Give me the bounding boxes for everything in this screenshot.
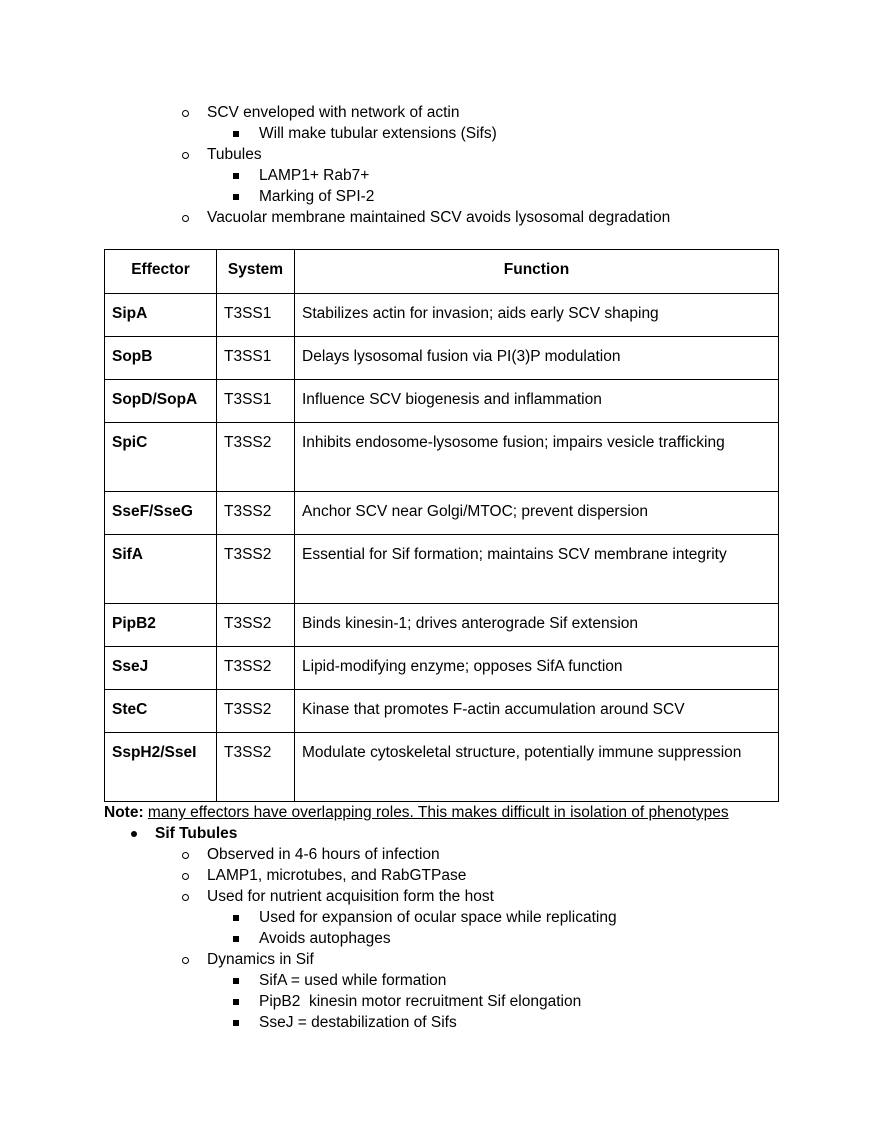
list-item: Used for expansion of ocular space while replicating [233, 908, 617, 928]
list-item: Will make tubular extensions (Sifs) [233, 124, 497, 144]
function-cell: Anchor SCV near Golgi/MTOC; prevent dispersion [295, 492, 779, 535]
function-cell: Binds kinesin-1; drives anterograde Sif extension [295, 604, 779, 647]
table-header-row [105, 250, 779, 294]
disc-bullet-icon [131, 831, 137, 837]
effector-cell: SseF/SseG [105, 492, 217, 535]
system-cell: T3SS2 [217, 604, 295, 647]
header-system: System [217, 250, 295, 294]
note-text: many effectors have overlapping roles. This makes difficult in isolation of phenotypes [147, 804, 729, 821]
system-cell: T3SS1 [217, 380, 295, 423]
function-cell: Lipid-modifying enzyme; opposes SifA function [295, 647, 779, 690]
system-cell: T3SS2 [217, 423, 295, 492]
table-row [105, 492, 779, 535]
square-bullet-icon [233, 915, 239, 921]
system-cell: T3SS2 [217, 492, 295, 535]
effector-cell: SseJ [105, 647, 217, 690]
header-effector: Effector [105, 250, 217, 294]
table-row [105, 647, 779, 690]
list-item: LAMP1+ Rab7+ [233, 166, 369, 186]
function-cell: Essential for Sif formation; maintains SCV membrane integrity [295, 535, 779, 604]
square-bullet-icon [233, 978, 239, 984]
effector-cell: PipB2 [105, 604, 217, 647]
function-cell: Kinase that promotes F-actin accumulation around SCV [295, 690, 779, 733]
square-bullet-icon [233, 173, 239, 179]
system-cell: T3SS2 [217, 535, 295, 604]
system-cell: T3SS2 [217, 733, 295, 802]
effector-cell: SopB [105, 337, 217, 380]
list-item: LAMP1, microtubes, and RabGTPase [182, 866, 466, 886]
square-bullet-icon [233, 194, 239, 200]
system-cell: T3SS2 [217, 690, 295, 733]
note-paragraph [104, 803, 729, 823]
function-cell: Influence SCV biogenesis and inflammation [295, 380, 779, 423]
list-item: PipB2 kinesin motor recruitment Sif elongation [233, 992, 581, 1012]
hollow-circle-bullet-icon [182, 852, 189, 859]
effector-cell: SspH2/SseI [105, 733, 217, 802]
list-item: SseJ = destabilization of Sifs [233, 1013, 457, 1033]
effector-cell: SipA [105, 294, 217, 337]
effector-cell: SopD/SopA [105, 380, 217, 423]
header-function: Function [295, 250, 779, 294]
hollow-circle-bullet-icon [182, 894, 189, 901]
function-cell: Delays lysosomal fusion via PI(3)P modulation [295, 337, 779, 380]
table-row [105, 733, 779, 802]
hollow-circle-bullet-icon [182, 957, 189, 964]
list-item: Vacuolar membrane maintained SCV avoids lysosomal degradation [182, 208, 670, 228]
table-row [105, 294, 779, 337]
system-cell: T3SS1 [217, 337, 295, 380]
effector-table [104, 249, 779, 802]
table-row [105, 337, 779, 380]
list-item: SifA = used while formation [233, 971, 446, 991]
table-row [105, 423, 779, 492]
table-row [105, 604, 779, 647]
table-row [105, 690, 779, 733]
list-item: Used for nutrient acquisition form the host [182, 887, 494, 907]
table-row [105, 535, 779, 604]
effector-cell: SteC [105, 690, 217, 733]
square-bullet-icon [233, 1020, 239, 1026]
note-label: Note: [104, 804, 144, 821]
effector-cell: SpiC [105, 423, 217, 492]
list-item: Sif Tubules [131, 824, 237, 844]
square-bullet-icon [233, 131, 239, 137]
function-cell: Inhibits endosome-lysosome fusion; impairs vesicle trafficking [295, 423, 779, 492]
hollow-circle-bullet-icon [182, 110, 189, 117]
square-bullet-icon [233, 999, 239, 1005]
function-cell: Modulate cytoskeletal structure, potentially immune suppression [295, 733, 779, 802]
hollow-circle-bullet-icon [182, 152, 189, 159]
list-item: Avoids autophages [233, 929, 391, 949]
system-cell: T3SS2 [217, 647, 295, 690]
list-item: Tubules [182, 145, 262, 165]
hollow-circle-bullet-icon [182, 215, 189, 222]
list-item: Marking of SPI-2 [233, 187, 374, 207]
function-cell: Stabilizes actin for invasion; aids early SCV shaping [295, 294, 779, 337]
effector-cell: SifA [105, 535, 217, 604]
table-row [105, 380, 779, 423]
list-item: Observed in 4-6 hours of infection [182, 845, 440, 865]
list-item: Dynamics in Sif [182, 950, 314, 970]
list-item: SCV enveloped with network of actin [182, 103, 459, 123]
square-bullet-icon [233, 936, 239, 942]
system-cell: T3SS1 [217, 294, 295, 337]
hollow-circle-bullet-icon [182, 873, 189, 880]
